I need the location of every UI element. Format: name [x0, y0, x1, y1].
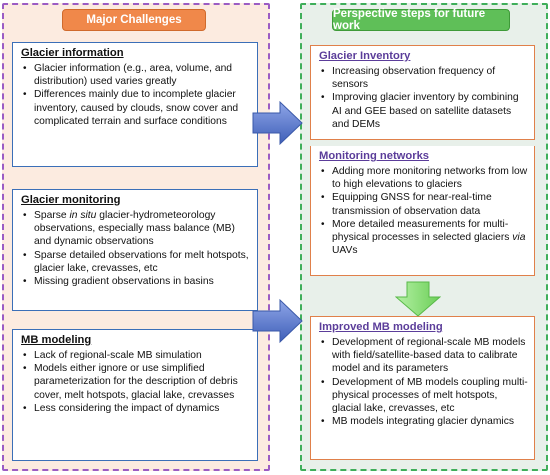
improved-mb-modeling-list — [319, 336, 528, 428]
glacier-information-title: Glacier information — [21, 47, 124, 59]
glacier-monitoring-box — [12, 189, 258, 311]
glacier-information-list — [21, 62, 251, 128]
perspective-steps-header: Perspective steps for future work — [332, 9, 510, 31]
item-text-prefix: Sparse — [34, 210, 70, 221]
list-item: • Glacier information (e.g., area, volume, and distribution) used varies greatly — [21, 62, 251, 88]
monitoring-networks-list — [319, 165, 528, 257]
item-text-prefix: More detailed measurements for multi-physical processes in selected glaciers — [332, 218, 513, 244]
list-item: • Development of MB models coupling multi-physical processes of melt hotspots, glacial lake, crevasses, etc — [319, 376, 528, 416]
improved-mb-modeling-title: Improved MB modeling — [319, 321, 443, 333]
glacier-monitoring-list — [21, 209, 251, 288]
glacier-information-box — [12, 42, 258, 167]
list-item: • Development of regional-scale MB models with field/satellite-based data to calibrate model and its parameters — [319, 336, 528, 376]
list-item — [319, 218, 528, 258]
arrow-down-icon — [395, 281, 441, 317]
major-challenges-header: Major Challenges — [62, 9, 206, 31]
glacier-inventory-box — [310, 45, 535, 140]
improved-mb-modeling-box — [310, 316, 535, 460]
arrow-right-icon — [252, 100, 304, 146]
mb-modeling-title: MB modeling — [21, 334, 92, 346]
list-item: • Increasing observation frequency of sensors — [319, 65, 528, 91]
glacier-inventory-list — [319, 65, 528, 131]
list-item: • Less considering the impact of dynamics — [21, 402, 251, 415]
item-text-italic: in situ — [69, 210, 97, 221]
list-item: • Models either ignore or use simplified parameterization for the description of debris cover, melt hotspots, glacial lake, crevasses — [21, 362, 251, 402]
mb-modeling-box — [12, 329, 258, 461]
glacier-inventory-title: Glacier Inventory — [319, 50, 411, 62]
item-text-italic: via — [512, 232, 526, 244]
list-item: • Missing gradient observations in basins — [21, 275, 251, 288]
monitoring-networks-box — [310, 146, 535, 276]
list-item: • MB models integrating glacier dynamics — [319, 415, 528, 428]
monitoring-networks-title: Monitoring networks — [319, 150, 430, 162]
list-item: • Equipping GNSS for near-real-time transmission of observation data — [319, 191, 528, 217]
item-text-suffix: UAVs — [332, 245, 358, 257]
item-text-suffix: glacier-hydrometeorology observations, especially mass balance (MB) and dynamic observations — [34, 210, 235, 248]
list-item: • Adding more monitoring networks from low to high elevations to glaciers — [319, 165, 528, 191]
mb-modeling-list — [21, 349, 251, 415]
list-item — [21, 209, 251, 249]
list-item: • Lack of regional-scale MB simulation — [21, 349, 251, 362]
arrow-right-icon — [252, 298, 304, 344]
list-item: • Sparse detailed observations for melt hotspots, glacier lake, crevasses, etc — [21, 249, 251, 275]
list-item: • Improving glacier inventory by combining AI and GEE based on satellite datasets and DEMs — [319, 91, 528, 131]
glacier-monitoring-title: Glacier monitoring — [21, 194, 121, 206]
list-item: • Differences mainly due to incomplete glacier inventory, caused by clouds, snow cover and complicated terrain and surface conditions — [21, 88, 251, 128]
